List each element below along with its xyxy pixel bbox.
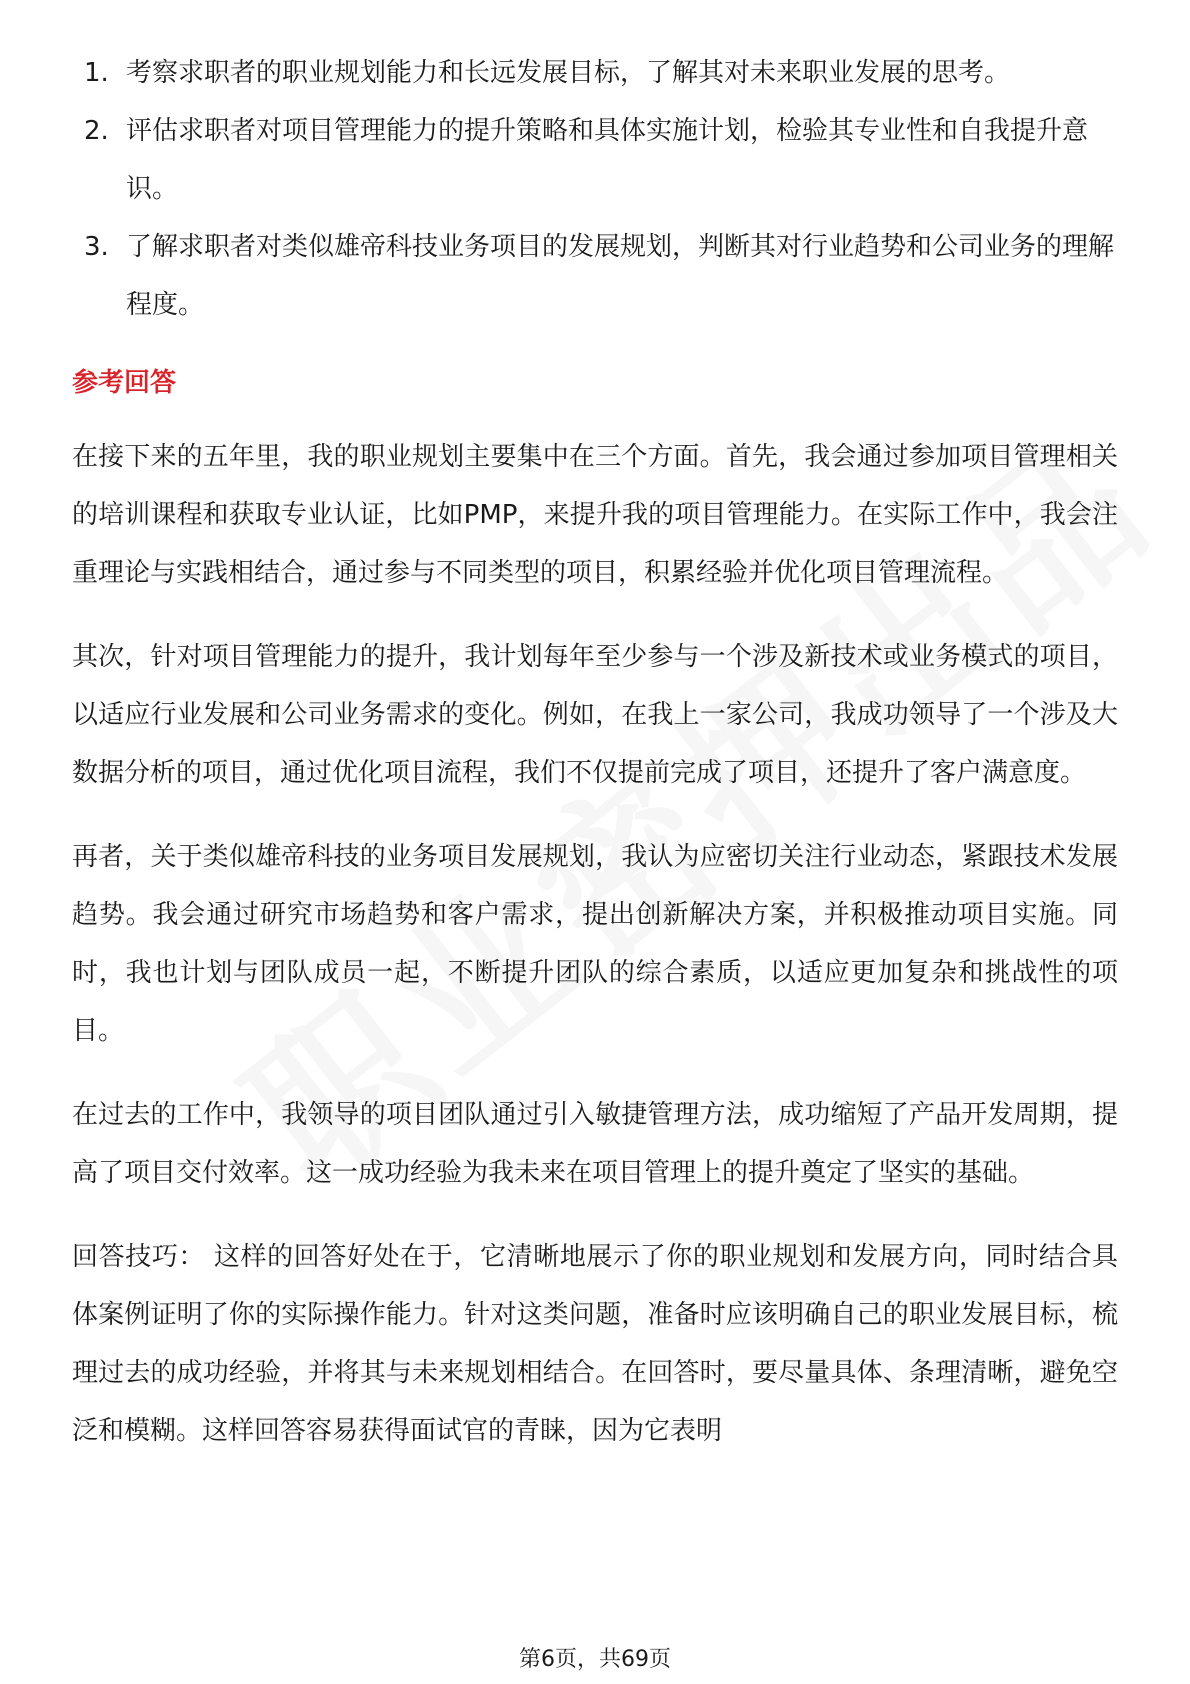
list-item-number: 3. [84, 232, 109, 262]
page-content [72, 44, 1118, 1486]
list-item-number: 1. [84, 58, 109, 88]
answer-tips-paragraph: 回答技巧： 这样的回答好处在于，它清晰地展示了你的职业规划和发展方向，同时结合具体案例证明了你的实际操作能力。针对这类问题，准备时应该明确自己的职业发展目标，梳理过去的成功经验，并将其与未来规划相结合。在回答时，要尽量具体、条理清晰，避免空泛和模糊。这样回答容易获得面试官的青睐，因为它表明 [72, 1242, 1118, 1446]
answer-paragraph-1: 在接下来的五年里，我的职业规划主要集中在三个方面。首先，我会通过参加项目管理相关的培训课程和获取专业认证，比如PMP，来提升我的项目管理能力。在实际工作中，我会注重理论与实践相结合，通过参与不同类型的项目，积累经验并优化项目管理流程。 [72, 442, 1118, 588]
list-item-number: 2. [84, 116, 109, 146]
list-item [72, 218, 1118, 334]
list-item [72, 102, 1118, 218]
answer-paragraph-4: 在过去的工作中，我领导的项目团队通过引入敏捷管理方法，成功缩短了产品开发周期，提高了项目交付效率。这一成功经验为我未来在项目管理上的提升奠定了坚实的基础。 [72, 1100, 1118, 1188]
list-item-text: 评估求职者对项目管理能力的提升策略和具体实施计划，检验其专业性和自我提升意识。 [126, 116, 1089, 204]
list-item [72, 44, 1118, 102]
answer-paragraph-2: 其次，针对项目管理能力的提升，我计划每年至少参与一个涉及新技术或业务模式的项目，以适应行业发展和公司业务需求的变化。例如，在我上一家公司，我成功领导了一个涉及大数据分析的项目，通过优化项目流程，我们不仅提前完成了项目，还提升了客户满意度。 [72, 642, 1118, 788]
page-number-footer: 第6页，共69页 [519, 1647, 671, 1672]
evaluation-points-list [72, 44, 1118, 334]
list-item-text: 了解求职者对类似雄帝科技业务项目的发展规划，判断其对行业趋势和公司业务的理解程度。 [126, 232, 1115, 320]
list-item-text: 考察求职者的职业规划能力和长远发展目标，了解其对未来职业发展的思考。 [126, 58, 1011, 88]
reference-answer-heading: 参考回答 [72, 368, 177, 398]
answer-paragraph-3: 再者，关于类似雄帝科技的业务项目发展规划，我认为应密切关注行业动态，紧跟技术发展趋势。我会通过研究市场趋势和客户需求，提出创新解决方案，并积极推动项目实施。同时，我也计划与团队成员一起，不断提升团队的综合素质，以适应更加复杂和挑战性的项目。 [72, 842, 1118, 1046]
